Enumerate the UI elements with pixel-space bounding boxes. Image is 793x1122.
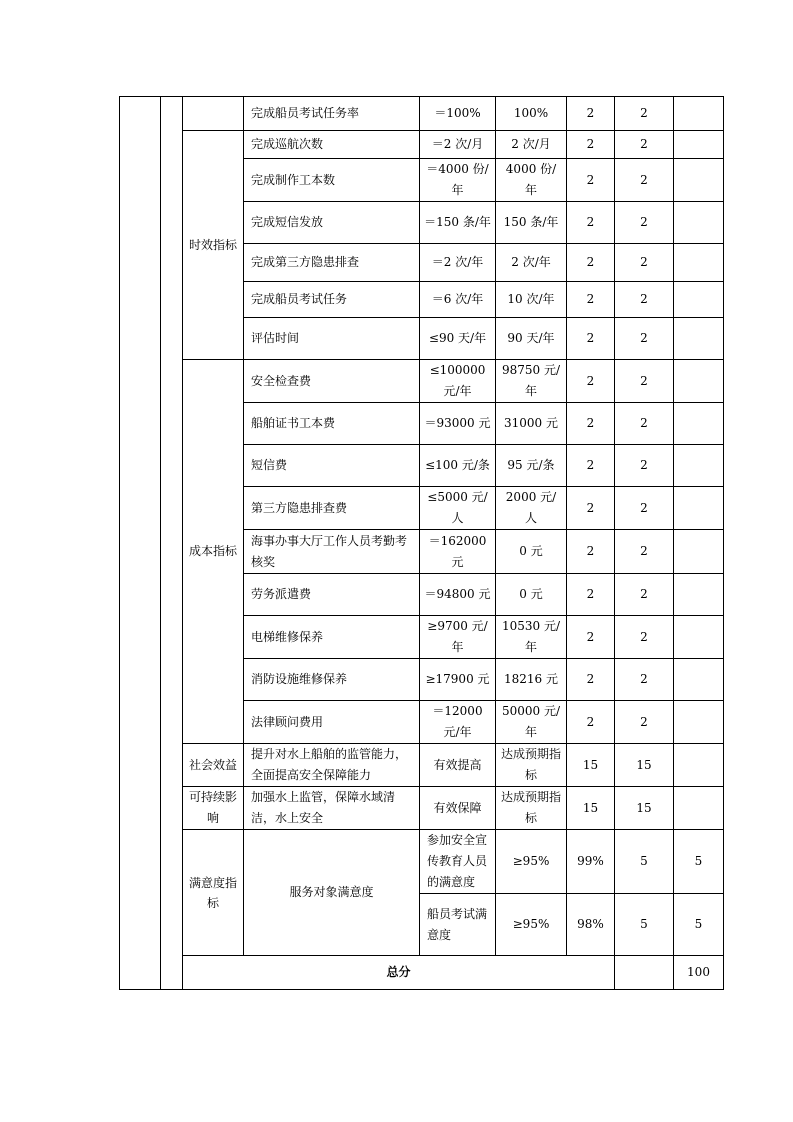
total-label: 总分 — [183, 956, 615, 990]
target-cell: ≥9700 元/年 — [420, 616, 496, 659]
performance-table — [119, 96, 724, 990]
item-cell: 短信费 — [244, 445, 420, 487]
table-row — [120, 744, 724, 787]
score-cell: 2 — [615, 244, 674, 282]
note-cell — [674, 787, 724, 830]
item-cell: 完成巡航次数 — [244, 131, 420, 159]
score-cell: 2 — [615, 530, 674, 574]
item-cell: 完成第三方隐患排查 — [244, 244, 420, 282]
score-cell: 5 — [674, 894, 724, 956]
score-cell: 2 — [615, 202, 674, 244]
actual-cell: 10 次/年 — [496, 282, 567, 318]
target-cell: ＝162000 元 — [420, 530, 496, 574]
score-cell: 2 — [615, 318, 674, 360]
item-cell: 海事办事大厅工作人员考勤考核奖 — [244, 530, 420, 574]
note-cell — [674, 244, 724, 282]
item-cell: 船舶证书工本费 — [244, 403, 420, 445]
item-cell: 完成船员考试任务率 — [244, 97, 420, 131]
item-cell: 电梯维修保养 — [244, 616, 420, 659]
note-cell — [674, 616, 724, 659]
item-cell: 消防设施维修保养 — [244, 659, 420, 701]
table-row — [120, 360, 724, 403]
item-cell: 加强水上监管，保障水域清洁，水上安全 — [244, 787, 420, 830]
actual-cell: 100% — [496, 97, 567, 131]
weight-cell: 15 — [567, 744, 615, 787]
target-cell: ＝94800 元 — [420, 574, 496, 616]
weight-cell: 2 — [567, 318, 615, 360]
score-cell: 2 — [615, 360, 674, 403]
target-cell: 有效提高 — [420, 744, 496, 787]
target-cell: ＝2 次/年 — [420, 244, 496, 282]
note-cell — [674, 282, 724, 318]
score-cell: 2 — [615, 616, 674, 659]
weight-cell: 2 — [567, 530, 615, 574]
weight-cell: 5 — [615, 894, 674, 956]
satisfaction-level2-cell: 满意度指标 — [183, 830, 244, 956]
actual-cell: 达成预期指标 — [496, 787, 567, 830]
target-cell: ≤5000 元/人 — [420, 487, 496, 530]
score-cell: 2 — [615, 487, 674, 530]
score-cell: 5 — [674, 830, 724, 894]
score-cell: 15 — [615, 744, 674, 787]
score-cell: 2 — [615, 97, 674, 131]
sustain-category: 可持续影响 — [183, 787, 244, 830]
weight-cell: 2 — [567, 282, 615, 318]
note-cell — [674, 97, 724, 131]
actual-cell: 0 元 — [496, 530, 567, 574]
table-row — [120, 131, 724, 159]
note-cell — [674, 744, 724, 787]
note-cell — [674, 530, 724, 574]
weight-cell: 2 — [567, 159, 615, 202]
weight-cell: 2 — [567, 403, 615, 445]
target-cell: ＝93000 元 — [420, 403, 496, 445]
target-cell: ≥95% — [496, 894, 567, 956]
actual-cell: 2 次/月 — [496, 131, 567, 159]
note-cell — [674, 360, 724, 403]
actual-cell: 50000 元/年 — [496, 701, 567, 744]
table-row — [120, 97, 724, 131]
cost-category: 成本指标 — [183, 360, 244, 744]
weight-cell: 2 — [567, 574, 615, 616]
item-cell: 劳务派遣费 — [244, 574, 420, 616]
target-cell: 有效保障 — [420, 787, 496, 830]
actual-cell: 2000 元/人 — [496, 487, 567, 530]
level2-cell — [161, 97, 183, 990]
social-category: 社会效益 — [183, 744, 244, 787]
actual-cell: 95 元/条 — [496, 445, 567, 487]
item-cell: 完成船员考试任务 — [244, 282, 420, 318]
item-cell: 提升对水上船舶的监管能力，全面提高安全保障能力 — [244, 744, 420, 787]
item-cell: 安全检查费 — [244, 360, 420, 403]
target-cell: ＝150 条/年 — [420, 202, 496, 244]
target-cell: ＝4000 份/年 — [420, 159, 496, 202]
actual-cell: 0 元 — [496, 574, 567, 616]
note-cell — [674, 574, 724, 616]
score-cell: 2 — [615, 131, 674, 159]
actual-cell: 18216 元 — [496, 659, 567, 701]
weight-cell: 2 — [567, 445, 615, 487]
item-cell: 完成制作工本数 — [244, 159, 420, 202]
level1-cell — [120, 97, 161, 990]
weight-cell: 2 — [567, 202, 615, 244]
target-cell: ＝6 次/年 — [420, 282, 496, 318]
total-weight: 100 — [674, 956, 724, 990]
score-cell: 2 — [615, 159, 674, 202]
target-cell: ＝2 次/月 — [420, 131, 496, 159]
weight-cell: 2 — [567, 360, 615, 403]
weight-cell: 2 — [567, 97, 615, 131]
satisfaction-category: 服务对象满意度 — [244, 830, 420, 956]
item-cell: 参加安全宣传教育人员的满意度 — [420, 830, 496, 894]
score-cell: 2 — [615, 701, 674, 744]
weight-cell: 2 — [567, 701, 615, 744]
note-cell — [674, 202, 724, 244]
weight-cell: 2 — [567, 244, 615, 282]
note-cell — [674, 318, 724, 360]
weight-cell: 15 — [567, 787, 615, 830]
note-cell — [674, 701, 724, 744]
score-cell: 15 — [615, 787, 674, 830]
item-cell: 船员考试满意度 — [420, 894, 496, 956]
score-cell: 2 — [615, 403, 674, 445]
target-cell: ≤100000 元/年 — [420, 360, 496, 403]
item-cell: 法律顾问费用 — [244, 701, 420, 744]
score-cell: 2 — [615, 282, 674, 318]
actual-cell: 10530 元/年 — [496, 616, 567, 659]
table-row — [120, 787, 724, 830]
actual-cell: 达成预期指标 — [496, 744, 567, 787]
note-cell — [674, 445, 724, 487]
score-cell: 2 — [615, 574, 674, 616]
actual-cell: 90 天/年 — [496, 318, 567, 360]
actual-cell: 98% — [567, 894, 615, 956]
weight-cell: 2 — [567, 131, 615, 159]
target-cell: ≥95% — [496, 830, 567, 894]
note-cell — [674, 131, 724, 159]
target-cell: ＝12000 元/年 — [420, 701, 496, 744]
note-cell — [674, 403, 724, 445]
note-cell — [674, 159, 724, 202]
actual-cell: 99% — [567, 830, 615, 894]
target-cell: ≤90 天/年 — [420, 318, 496, 360]
actual-cell: 4000 份/年 — [496, 159, 567, 202]
score-cell: 2 — [615, 659, 674, 701]
note-cell — [674, 659, 724, 701]
note-cell — [674, 487, 724, 530]
item-cell: 评估时间 — [244, 318, 420, 360]
target-cell: ≤100 元/条 — [420, 445, 496, 487]
item-cell: 第三方隐患排查费 — [244, 487, 420, 530]
actual-cell: 2 次/年 — [496, 244, 567, 282]
target-cell: ＝100% — [420, 97, 496, 131]
blank-cell — [615, 956, 674, 990]
weight-cell: 2 — [567, 659, 615, 701]
item-cell: 完成短信发放 — [244, 202, 420, 244]
total-row — [120, 956, 724, 990]
target-cell: ≥17900 元 — [420, 659, 496, 701]
timeliness-category: 时效指标 — [183, 131, 244, 360]
actual-cell: 150 条/年 — [496, 202, 567, 244]
actual-cell: 98750 元/年 — [496, 360, 567, 403]
weight-cell: 2 — [567, 487, 615, 530]
table-row — [120, 830, 724, 894]
weight-cell: 2 — [567, 616, 615, 659]
score-cell: 2 — [615, 445, 674, 487]
weight-cell: 5 — [615, 830, 674, 894]
actual-cell: 31000 元 — [496, 403, 567, 445]
category-cell — [183, 97, 244, 131]
